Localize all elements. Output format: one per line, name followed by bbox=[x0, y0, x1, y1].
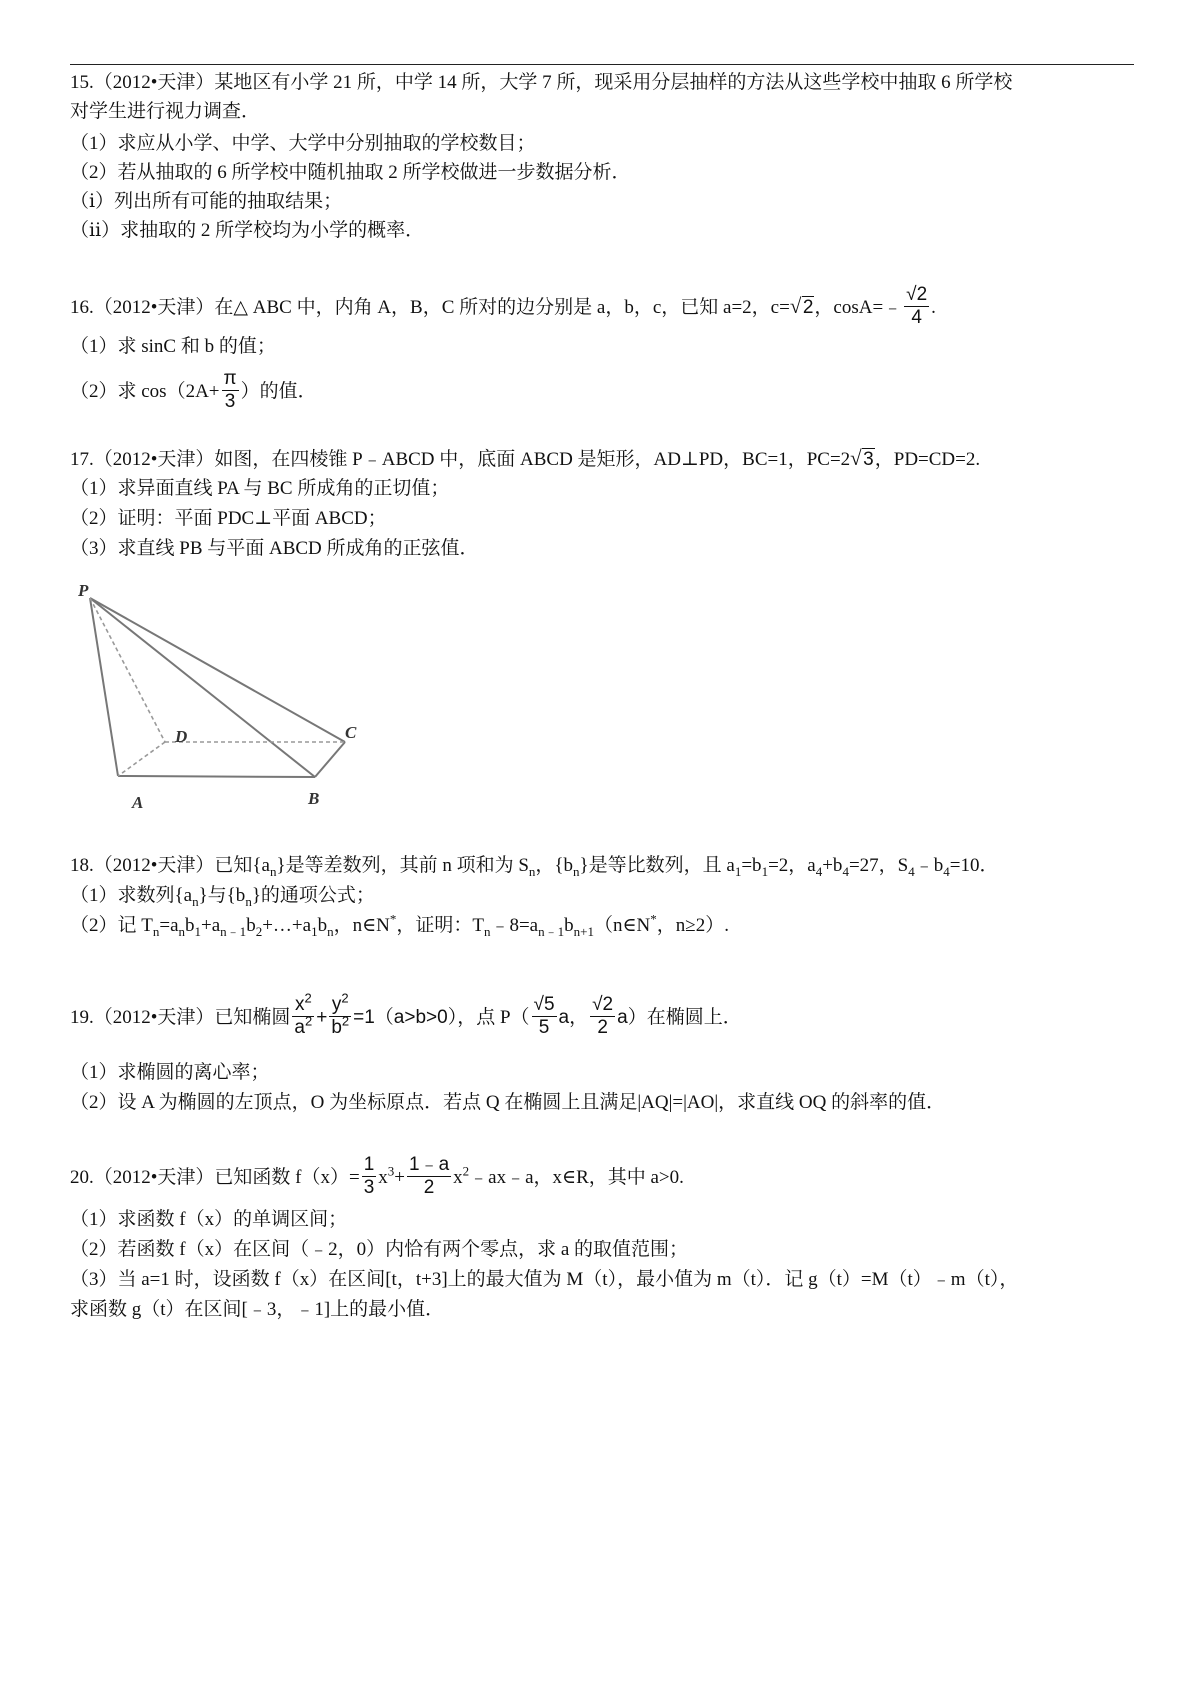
q16-pi-fraction: $\frac{\pi}{3}$ bbox=[223, 368, 237, 412]
label-d: D bbox=[175, 727, 188, 746]
q18-part-2: （2）记 $T_n=a_nb_1+a_{n﹣1}b_2+\dots+a_1b_n$，n∈N*，证明：$T_n﹣8=a_{n﹣1}b_{n+1}(n\in N^*$，n≥2）. bbox=[70, 911, 729, 939]
q19-part-1: （1）求椭圆的离心率； bbox=[70, 1062, 270, 1083]
label-p: P bbox=[78, 581, 89, 600]
q16-cos-fraction: $\frac{√2}{4}$ bbox=[906, 284, 928, 328]
q16-part-2-suffix: ）的值． bbox=[240, 380, 317, 402]
q19-y2-b2: $\frac{y^2}{b^2}$ bbox=[331, 990, 350, 1038]
q20-part-3: （3）当 a=1 时，设函数 f（x）在区间[t，t+3]上的最大值为 M（t），最小值为 m（t）．记 g（t）=M（t）﹣m（t）， bbox=[70, 1269, 1019, 1290]
label-b: B bbox=[308, 789, 320, 808]
q17-sqrt-pc: √ 3 bbox=[850, 446, 874, 470]
q20-one-third: $\frac{1}{3}$ bbox=[363, 1154, 375, 1198]
q19-part-2: （2）设 A 为椭圆的左顶点，O 为坐标原点．若点 Q 在椭圆上且满足|AQ|=|AO|，求直线 OQ 的斜率的值． bbox=[70, 1092, 946, 1113]
q15-part-2: （2）若从抽取的 6 所学校中随机抽取 2 所学校做进一步数据分析． bbox=[70, 162, 631, 183]
q20-part-3-cont: 求函数 g（t）在区间[﹣3，﹣1]上的最小值． bbox=[70, 1299, 445, 1320]
edge-da bbox=[118, 742, 165, 776]
q19-sqrt5-5: $\frac{√5}{5}$ bbox=[533, 994, 555, 1038]
q19-x2-a2: $\frac{x^2}{a^2}$ bbox=[294, 990, 313, 1038]
q20-part-1: （1）求函数 f（x）的单调区间； bbox=[70, 1209, 348, 1230]
q17-stem-end: ，PD=CD=2. bbox=[874, 449, 981, 470]
q15-sub-1: （ⅰ）列出所有可能的抽取结果； bbox=[70, 191, 343, 212]
label-a: A bbox=[132, 793, 144, 812]
edge-ab bbox=[118, 776, 315, 777]
q15-part-1: （1）求应从小学、中学、大学中分别抽取的学校数目； bbox=[70, 133, 536, 154]
q17-part-3: （3）求直线 PB 与平面 ABCD 所成角的正弦值． bbox=[70, 538, 479, 559]
q16-stem bbox=[70, 286, 936, 331]
q17-part-1: （1）求异面直线 PA 与 BC 所成角的正切值； bbox=[70, 478, 450, 499]
q18-stem: 18.（2012•天津）已知$\{a_n\}$是等差数列，其前 n 项和为 $S_n$，$\{b_n\}$是等比数列，且 $a_1=b_1=2$，$a_4+b_4=27$，$S_4﹣b_4=10$． bbox=[70, 855, 999, 879]
q16-part-1: （1）求 sinC 和 b 的值； bbox=[70, 336, 276, 357]
q20-part-2: （2）若函数 f（x）在区间（﹣2，0）内恰有两个零点，求 a 的取值范围； bbox=[70, 1239, 689, 1260]
q18-part-1: （1）求数列$\{a_n\}$与$\{b_n\}$的通项公式； bbox=[70, 885, 375, 909]
q17-stem bbox=[70, 447, 980, 473]
q20-stem: 20.（2012•天津）已知函数 f（x）= $\frac{1}{3}$ $x^3+$ $\frac{1﹣a}{2}$ $x^2﹣ax﹣a$，x∈R，其中 a>0. bbox=[70, 1154, 684, 1198]
q16-end: . bbox=[931, 296, 936, 318]
q17-part-2: （2）证明：平面 PDC⊥平面 ABCD； bbox=[70, 508, 387, 529]
q15-stem: 15.（2012•天津）某地区有小学 21 所，中学 14 所，大学 7 所，现采用分层抽样的方法从这些学校中抽取 6 所学校 bbox=[70, 72, 1013, 93]
q16-sqrt-c: √ 2 bbox=[789, 293, 814, 318]
q19-sqrt2-2: $\frac{√2}{2}$ bbox=[592, 994, 614, 1038]
q20-1-minus-a-over-2: $\frac{1﹣a}{2}$ bbox=[409, 1154, 450, 1198]
pyramid-figure bbox=[60, 572, 400, 822]
q17-stem-text: 17.（2012•天津）如图，在四棱锥 P﹣ABCD 中，底面 ABCD 是矩形，AD⊥PD，BC=1，PC=2 bbox=[70, 449, 851, 470]
q15-sub-2: （ⅱ）求抽取的 2 所学校均为小学的概率． bbox=[70, 220, 425, 241]
header-rule bbox=[70, 64, 1134, 65]
q16-part-2 bbox=[70, 370, 317, 415]
q16-part-2-prefix: （2）求 cos（2A+ bbox=[70, 380, 220, 402]
q16-cos-prefix: ，cosA=﹣ bbox=[814, 296, 903, 318]
q19-stem: 19.（2012•天津）已知椭圆 $\frac{x^2}{a^2}$ + $\frac{y^2}{b^2}$ =1（a>b>0），点 P（ $\frac{√5}{5}$ a， $\frac{√2}{2}$ a）在椭圆上． bbox=[70, 990, 742, 1038]
label-c: C bbox=[345, 723, 357, 742]
q16-stem-text: 16.（2012•天津）在△ ABC 中，内角 A，B，C 所对的边分别是 a，b，c，已知 a=2，c= bbox=[70, 296, 790, 318]
q15-stem-cont: 对学生进行视力调查． bbox=[70, 101, 261, 122]
edge-pb bbox=[90, 598, 315, 777]
edge-bc bbox=[315, 742, 345, 777]
edge-pc bbox=[90, 598, 345, 742]
